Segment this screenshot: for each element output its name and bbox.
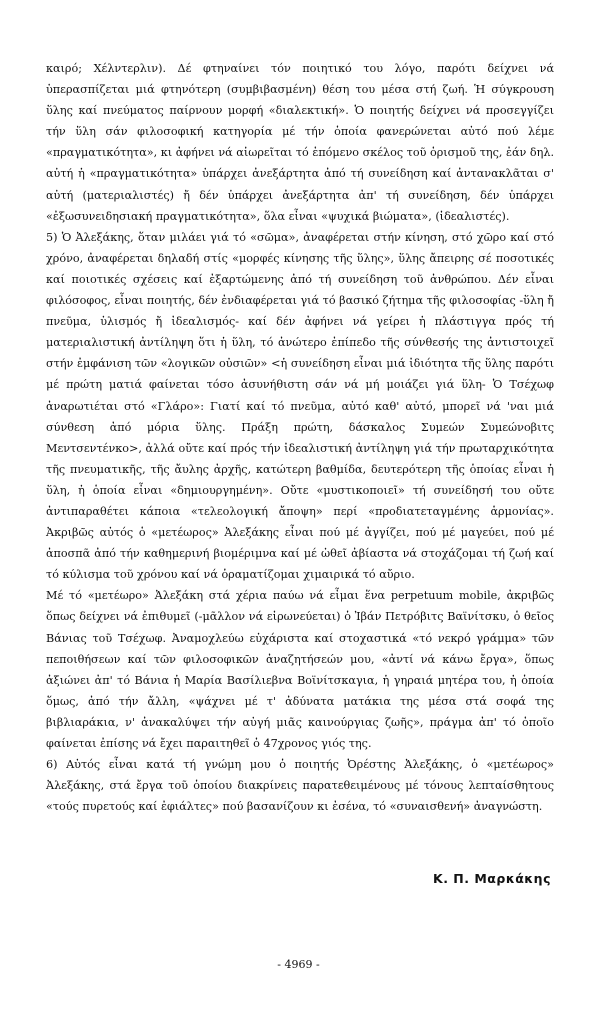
author-signature: Κ. Π. Μαρκάκης bbox=[433, 871, 551, 886]
page-number: - 4969 - bbox=[277, 958, 320, 971]
paragraph-3: Μέ τό «μετέωρο» Ἀλεξάκη στά χέρια παύω νά εἶμαι ἕνα perpetuum mobile, ἀκριβῶς ὅπως δείχνει νά ἐπιθυμεῖ (-μᾶλλον νά εἰρωνεύεται) ὁ Ἰβάν Πετρόβιτς Βαϊνίτσκυ, ὁ θεῖος Βάνιας τοῦ Τσέχωφ. Ἀναμοχλεύω εὐχάριστα καί στοχαστικά «τό νεκρό γράμμα» τῶν πεποιθήσεων καί τῶν φιλοσοφικῶν ἀναζητήσεών μου, «ἀντί νά κάνω ἔργα», ὅπως ἀξιώνει ἀπ' τό Βάνια ἡ Μαρία Βασίλιεβνα Βοϊνίτσκαγια, ἡ γηραιά μητέρα του, ἡ ὁποία ὅμως, ἀπό τήν ἄλλη, «ψάχνει μέ τ' ἀδύνατα ματάκια της μέσα στά σοφά της βιβλιαράκια, ν' ἀνακαλύψει τήν αὐγή μιᾶς καινούργιας ζωῆς», πράγμα ἀπ' τό ὁποῖο φαίνεται ἐπίσης νά ἔχει παραιτηθεῖ ὁ 47χρονος γιός της. bbox=[46, 589, 554, 750]
paragraph-2: 5) Ὁ Ἀλεξάκης, ὅταν μιλάει γιά τό «σῶμα», ἀναφέρεται στήν κίνηση, στό χῶρο καί στό χρόνο, ἀναφέρεται δηλαδή στίς «μορφές κίνησης τῆς ὕλης», ὕλης ἄπειρης σέ ποσοτικές καί ποιοτικές σχέσεις καί ἐξαρτώμενης ἀπό τή συνείδηση τοῦ ἀνθρώπου. Δέν εἶναι φιλόσοφος, εἶναι ποιητής, δέν ἐνδιαφέρεται γιά τό βασικό ζήτημα τῆς φιλοσοφίας -ὕλη ἤ πνεῦμα, ὑλισμός ἤ ἰδεαλισμός- καί δέν ἀφήνει νά γείρει ἡ πλάστιγγα πρός τή ματεριαλιστική ἀντίληψη ὅτι ἡ ὕλη, τό ἀνώτερο ἐπίπεδο τῆς σύνθεσής της ἀντιστοιχεῖ στήν ἐμφάνιση τῶν «λογικῶν οὐσιῶν» <ἡ συνείδηση εἶναι μιά ἰδιότητα τῆς ὕλης παρότι μέ πρώτη ματιά φαίνεται τόσο ἀσυνήθιστη σάν νά μή μοιάζει γιά ὕλη- Ὁ Τσέχωφ ἀναρωτιέται στό «Γλάρο»: Γιατί καί τό πνεῦμα, αὐτό καθ' αὐτό, μπορεῖ νά 'ναι μιά σύνθεση ἀπό μόρια ὕλης. Πράξη πρώτη, δάσκαλος Συμεών Συμεώνοβιτς Μεντσεντένκο>, ἀλλά οὔτε καί πρός τήν ἰδεαλιστική ἀντίληψη γιά τήν πρωταρχικότητα τῆς πνευματικῆς, τῆς ἄυλης ἀρχῆς, κατώτερη βαθμίδα, δευτερότερη τῆς ὁποίας εἶναι ἡ ὕλη, ἡ ὁποία εἶναι «δημιουργημένη». Οὔτε «μυστικοποιεῖ» τή συνείδησή του οὔτε ἀντιπαραθέτει κάποια «τελεολογική ἄποψη» περί «προδιατεταγμένης ἁρμονίας». Ἀκριβῶς αὐτός ὁ «μετέωρος» Ἀλεξάκης εἶναι πού μέ ἀγγίζει, πού μέ μαγεύει, πού μέ ἀποσπᾶ ἀπό τήν καθημερινή βιομέριμνα καί μέ ὠθεῖ ἀβίαστα νά στοχάζομαι τή ζωή καί τό κύλισμα τοῦ χρόνου καί νά ὁραματίζομαι χιμαιρικά τό αὔριο. bbox=[46, 230, 554, 582]
paragraph-1: καιρό; Χέλντερλιν). Δέ φτηναίνει τόν ποιητικό του λόγο, παρότι δείχνει νά ὑπερασπίζεται μιά φτηνότερη (συμβιβασμένη) θέση του μέσα στή ζωή. Ἡ σύγκρουση ὕλης καί πνεύματος παίρνουν μορφή «διαλεκτική». Ὁ ποιητής δείχνει νά προσεγγίζει τήν ὕλη σάν φιλοσοφική κατηγορία μέ τήν ὁποία φανερώνεται αὐτό πού λέμε «πραγματικότητα», κι ἀφήνει νά αἰωρεῖται τό ἑπόμενο σκέλος τοῦ ὁρισμοῦ της, ἐάν δηλ. αὐτή ἡ «πραγματικότητα» ὑπάρχει ἀνεξάρτητα ἀπό τή συνείδηση καί ἀντανακλᾶται σ' αὐτή (ματεριαλιστές) ἤ δέν ὑπάρχει ἀνεξάρτητα ἀπ' τή συνείδηση, δέν ὑπάρχει «ἐξωσυνειδησιακή πραγματικότητα», ὅλα εἶναι «ψυχικά βιώματα», (ἰδεαλιστές). bbox=[46, 62, 554, 223]
body-text bbox=[46, 58, 554, 817]
paragraph-4: 6) Αὐτός εἶναι κατά τή γνώμη μου ὁ ποιητής Ὀρέστης Ἀλεξάκης, ὁ «μετέωρος» Ἀλεξάκης, στά ἔργα τοῦ ὁποίου διακρίνεις παρατεθειμένους μέ τόνους λεπταίσθητους «τούς πυρετούς καί ἐφιάλτες» πού βασανίζουν κι ἐσένα, τό «συναισθενή» ἀναγνώστη. bbox=[46, 758, 554, 814]
